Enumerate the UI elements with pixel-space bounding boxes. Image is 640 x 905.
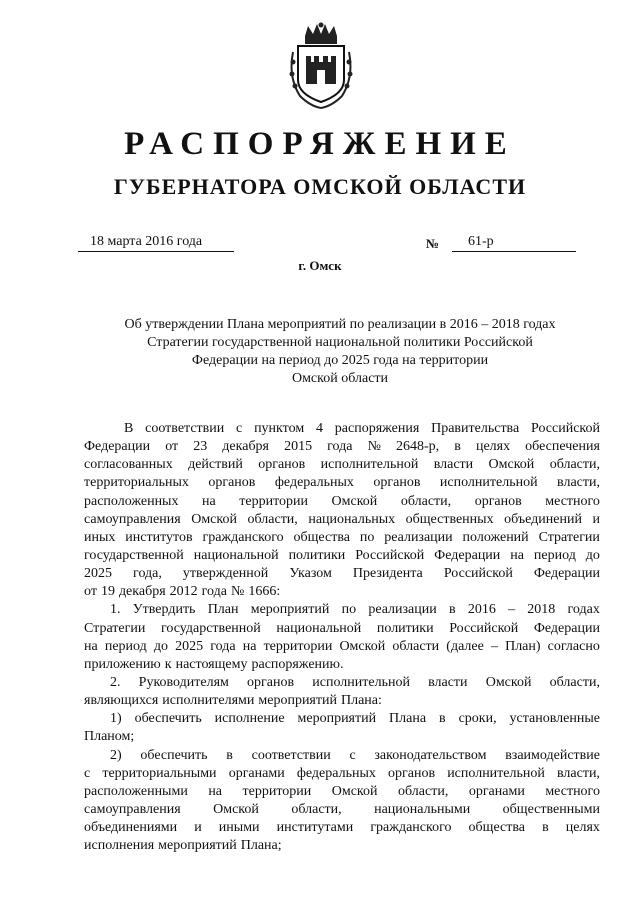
- document-date: 18 марта 2016 года: [78, 233, 234, 252]
- subject-line: Омской области: [291, 371, 389, 386]
- body-line: 2. Руководителям органов исполнительной власти Омской области,: [110, 674, 600, 690]
- body-line: с территориальными органами федеральных органов исполнительной власти,: [84, 765, 600, 781]
- subject-line: Федерации на период до 2025 года на территории: [191, 353, 489, 368]
- document-subtitle: ГУБЕРНАТОРА ОМСКОЙ ОБЛАСТИ: [113, 174, 527, 199]
- body-line: территориальных органов федеральных органов исполнительной власти,: [84, 475, 600, 491]
- body-line: Планом;: [84, 729, 135, 745]
- body-line: иных институтов гражданского общества по реализации положений Стратегии: [84, 529, 600, 545]
- body-line: самоуправления Омской области, национальных общественных объединений и: [84, 511, 600, 527]
- body-line: исполнения мероприятий Плана;: [84, 838, 282, 854]
- body-line: объединениями и иными институтами гражданского общества в целях: [84, 820, 600, 836]
- document-number: 61-р: [452, 233, 576, 252]
- body-line: государственной национальной политики Российской Федерации на период до: [84, 547, 600, 563]
- subject-line: Об утверждении Плана мероприятий по реализации в 2016 – 2018 годах: [124, 317, 556, 332]
- document-body: [84, 420, 600, 855]
- body-line: Стратегии государственной национальной политики Российской Федерации: [84, 620, 600, 636]
- body-line: 1) обеспечить исполнение мероприятий Плана в сроки, установленные: [110, 711, 600, 727]
- body-line: от 19 декабря 2012 года № 1666:: [84, 584, 281, 600]
- document-city: г. Омск: [298, 258, 342, 273]
- body-line: самоуправления Омской области, национальными общественными: [84, 801, 600, 817]
- document-title: РАСПОРЯЖЕНИЕ: [124, 126, 516, 162]
- body-line: 2025 года, утвержденной Указом Президента Российской Федерации: [84, 566, 600, 582]
- body-line: являющихся исполнителями мероприятий Плана:: [84, 693, 382, 709]
- body-line: согласованных действий органов исполнительной власти Омской области,: [84, 457, 600, 473]
- body-line: В соответствии с пунктом 4 распоряжения Правительства Российской: [124, 421, 600, 436]
- number-sign: №: [426, 236, 440, 251]
- body-line: расположенных на территории Омской области, органов местного: [84, 493, 600, 509]
- body-line: 2) обеспечить в соответствии с законодательством взаимодействие: [110, 747, 600, 763]
- omsk-coat-of-arms-icon: [288, 22, 354, 110]
- body-line: на период до 2025 года на территории Омской области (далее – План) согласно: [84, 638, 600, 654]
- body-line: приложению к настоящему распоряжению.: [84, 656, 344, 672]
- subject-line: Стратегии государственной национальной политики Российской: [147, 335, 533, 350]
- document-subject: [100, 316, 580, 388]
- body-line: Федерации от 23 декабря 2015 года № 2648-р, в целях обеспечения: [84, 439, 600, 455]
- body-line: расположенными на территории Омской области, органами местного: [84, 783, 600, 799]
- body-line: 1. Утвердить План мероприятий по реализации в 2016 – 2018 годах: [110, 602, 600, 618]
